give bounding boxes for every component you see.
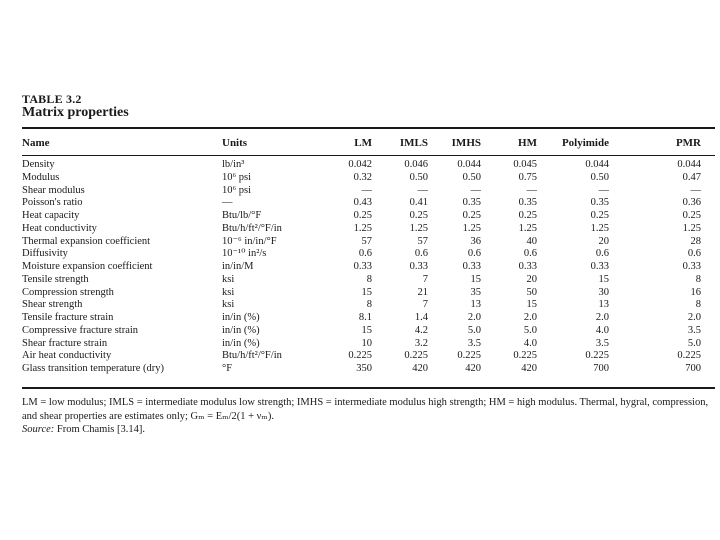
cell-pmr: — <box>690 184 701 196</box>
table-row <box>22 197 715 210</box>
cell-hm: 0.045 <box>513 159 537 170</box>
cell-imls: — <box>417 184 428 196</box>
cell-imls: 0.225 <box>404 350 428 362</box>
cell-hm: 1.25 <box>518 222 537 234</box>
cell-pmr: 8 <box>695 299 701 311</box>
table-row <box>22 223 715 236</box>
header-rule <box>22 155 715 156</box>
cell-name: Density <box>22 159 55 170</box>
cell-pmr: 0.6 <box>687 248 701 260</box>
cell-imhs: 15 <box>470 273 481 285</box>
top-rule <box>22 127 715 129</box>
table-row <box>22 261 715 274</box>
cell-units: in/in/M <box>222 261 254 272</box>
table-row <box>22 210 715 223</box>
cell-polyimide: 700 <box>593 363 609 374</box>
cell-imhs: 1.25 <box>462 222 481 234</box>
cell-imls: 3.2 <box>414 337 428 349</box>
cell-hm: 40 <box>526 235 537 247</box>
cell-imls: 57 <box>417 235 428 247</box>
cell-hm: 0.75 <box>518 171 537 183</box>
cell-units: Btu/h/ft²/°F/in <box>222 350 282 362</box>
table-label: TABLE 3.2 <box>22 92 82 106</box>
cell-imhs: — <box>470 184 481 196</box>
cell-pmr: 16 <box>690 286 701 298</box>
cell-lm: 0.042 <box>348 159 372 170</box>
cell-imhs: 2.0 <box>467 312 481 323</box>
header-name: Name <box>22 137 50 149</box>
cell-imhs: 0.25 <box>462 210 481 221</box>
cell-polyimide: 20 <box>598 235 609 247</box>
table-row <box>22 274 715 287</box>
cell-hm: 20 <box>526 273 537 285</box>
cell-polyimide: 4.0 <box>595 324 609 336</box>
cell-units: 10⁶ psi <box>222 171 252 183</box>
cell-units: ksi <box>222 273 235 285</box>
cell-name: Tensile strength <box>22 273 89 285</box>
cell-imhs: 0.6 <box>467 248 481 260</box>
header-imls: IMLS <box>399 137 428 149</box>
cell-lm: 350 <box>356 363 372 374</box>
cell-units: ksi <box>222 286 235 298</box>
cell-lm: — <box>361 184 372 196</box>
cell-lm: 0.43 <box>353 197 372 209</box>
cell-polyimide: 0.35 <box>590 197 609 209</box>
cell-units: °F <box>222 363 233 374</box>
table-row <box>22 248 715 261</box>
cell-name: Shear modulus <box>22 184 85 196</box>
table-row <box>22 172 715 185</box>
cell-hm: 0.25 <box>518 210 537 221</box>
cell-lm: 8.1 <box>358 312 372 323</box>
cell-hm: 15 <box>526 299 537 311</box>
cell-lm: 0.6 <box>358 248 372 260</box>
cell-polyimide: 1.25 <box>590 222 609 234</box>
cell-pmr: 28 <box>690 235 701 247</box>
cell-polyimide: 0.044 <box>585 159 609 170</box>
cell-imls: 7 <box>422 299 428 311</box>
cell-pmr: 8 <box>695 273 701 285</box>
cell-name: Shear fracture strain <box>22 337 108 349</box>
cell-units: in/in (%) <box>222 337 260 349</box>
cell-hm: — <box>526 184 537 196</box>
table-body <box>22 159 715 376</box>
cell-pmr: 1.25 <box>682 222 701 234</box>
table-footnote <box>22 396 718 437</box>
cell-hm: 5.0 <box>523 324 537 336</box>
cell-lm: 8 <box>366 273 372 285</box>
cell-imls: 0.41 <box>409 197 428 209</box>
source-text: From Chamis [3.14]. <box>54 424 145 435</box>
source-label: Source: <box>22 424 55 435</box>
cell-lm: 0.32 <box>353 171 372 183</box>
cell-imls: 0.50 <box>409 171 428 183</box>
cell-imls: 0.25 <box>409 210 428 221</box>
bottom-rule <box>22 387 715 389</box>
cell-imls: 1.25 <box>409 222 428 234</box>
header-polyimide: Polyimide <box>561 137 609 149</box>
cell-polyimide: 2.0 <box>595 312 609 323</box>
cell-imhs: 0.35 <box>462 197 481 209</box>
cell-polyimide: 0.225 <box>585 350 609 362</box>
cell-name: Thermal expansion coefficient <box>22 235 151 247</box>
cell-pmr: 3.5 <box>687 324 701 336</box>
cell-pmr: 0.25 <box>682 210 701 221</box>
cell-units: ksi <box>222 299 235 311</box>
cell-polyimide: — <box>598 184 609 196</box>
cell-imhs: 3.5 <box>467 337 481 349</box>
cell-hm: 4.0 <box>523 337 537 349</box>
cell-imhs: 5.0 <box>467 324 481 336</box>
cell-name: Modulus <box>22 171 60 183</box>
header-imhs: IMHS <box>451 137 481 149</box>
cell-units: lb/in³ <box>222 159 245 170</box>
cell-pmr: 0.225 <box>677 350 701 362</box>
cell-pmr: 2.0 <box>687 312 701 323</box>
cell-units: in/in (%) <box>222 324 260 336</box>
cell-hm: 50 <box>526 286 537 298</box>
cell-imls: 7 <box>422 273 428 285</box>
cell-name: Heat conductivity <box>22 222 97 234</box>
cell-lm: 10 <box>361 337 372 349</box>
table-title: Matrix properties <box>22 105 129 120</box>
table-row <box>22 325 715 338</box>
cell-pmr: 700 <box>685 363 701 374</box>
cell-name: Heat capacity <box>22 210 80 221</box>
cell-imhs: 420 <box>465 363 481 374</box>
cell-imls: 0.33 <box>409 261 428 272</box>
cell-imls: 4.2 <box>414 324 428 336</box>
cell-pmr: 0.47 <box>682 171 701 183</box>
cell-hm: 2.0 <box>523 312 537 323</box>
cell-polyimide: 15 <box>598 273 609 285</box>
cell-hm: 0.6 <box>523 248 537 260</box>
table-row <box>22 185 715 198</box>
cell-pmr: 0.33 <box>682 261 701 272</box>
cell-imls: 420 <box>412 363 428 374</box>
cell-hm: 0.33 <box>518 261 537 272</box>
cell-name: Compression strength <box>22 286 114 298</box>
table-row <box>22 236 715 249</box>
table-row <box>22 312 715 325</box>
header-lm: LM <box>354 137 372 149</box>
cell-units: 10⁻¹⁰ in²/s <box>222 248 267 260</box>
header-hm: HM <box>518 137 537 149</box>
cell-units: in/in (%) <box>222 312 260 323</box>
cell-polyimide: 0.25 <box>590 210 609 221</box>
table-header <box>22 137 715 151</box>
cell-lm: 8 <box>366 299 372 311</box>
cell-lm: 0.33 <box>353 261 372 272</box>
header-pmr: PMR <box>675 137 701 149</box>
table-row <box>22 363 715 376</box>
cell-hm: 0.225 <box>513 350 537 362</box>
cell-imls: 21 <box>417 286 428 298</box>
footnote-text: LM = low modulus; IMLS = intermediate modulus low strength; IMHS = intermediate modulus high strength; HM = high modulus. Thermal, hygral, compression, and shear properties are estimates only; Gₘ = Eₘ/2(1 + νₘ). <box>22 397 709 422</box>
cell-pmr: 0.044 <box>677 159 701 170</box>
cell-pmr: 0.36 <box>682 197 701 209</box>
cell-name: Glass transition temperature (dry) <box>22 363 164 374</box>
cell-lm: 1.25 <box>353 222 372 234</box>
cell-lm: 15 <box>361 286 372 298</box>
cell-units: — <box>222 197 233 209</box>
table-row <box>22 287 715 300</box>
table-row <box>22 338 715 351</box>
cell-polyimide: 3.5 <box>595 337 609 349</box>
table-row <box>22 159 715 172</box>
cell-polyimide: 13 <box>598 299 609 311</box>
cell-units: Btu/lb/°F <box>222 210 262 221</box>
cell-polyimide: 0.33 <box>590 261 609 272</box>
cell-hm: 420 <box>521 363 537 374</box>
header-units: Units <box>222 137 248 149</box>
cell-polyimide: 0.50 <box>590 171 609 183</box>
cell-imls: 1.4 <box>414 312 428 323</box>
cell-imhs: 0.225 <box>457 350 481 362</box>
cell-units: Btu/h/ft²/°F/in <box>222 222 282 234</box>
table-row <box>22 350 715 363</box>
cell-imhs: 35 <box>470 286 481 298</box>
cell-imhs: 0.50 <box>462 171 481 183</box>
cell-name: Air heat conductivity <box>22 350 112 362</box>
cell-name: Shear strength <box>22 299 83 311</box>
cell-lm: 0.225 <box>348 350 372 362</box>
cell-units: 10⁻⁶ in/in/°F <box>222 235 277 247</box>
cell-name: Compressive fracture strain <box>22 324 139 336</box>
cell-imhs: 13 <box>470 299 481 311</box>
cell-polyimide: 30 <box>598 286 609 298</box>
cell-name: Moisture expansion coefficient <box>22 261 153 272</box>
cell-imhs: 0.33 <box>462 261 481 272</box>
footnote-source <box>22 423 718 437</box>
cell-lm: 15 <box>361 324 372 336</box>
cell-hm: 0.35 <box>518 197 537 209</box>
cell-lm: 57 <box>361 235 372 247</box>
cell-imhs: 0.044 <box>457 159 481 170</box>
cell-name: Diffusivity <box>22 248 68 260</box>
cell-imls: 0.6 <box>414 248 428 260</box>
cell-units: 10⁶ psi <box>222 184 252 196</box>
cell-imls: 0.046 <box>404 159 428 170</box>
cell-name: Poisson's ratio <box>22 197 83 209</box>
cell-imhs: 36 <box>470 235 481 247</box>
cell-pmr: 5.0 <box>687 337 701 349</box>
cell-lm: 0.25 <box>353 210 372 221</box>
cell-polyimide: 0.6 <box>595 248 609 260</box>
table-row <box>22 299 715 312</box>
cell-name: Tensile fracture strain <box>22 312 114 323</box>
